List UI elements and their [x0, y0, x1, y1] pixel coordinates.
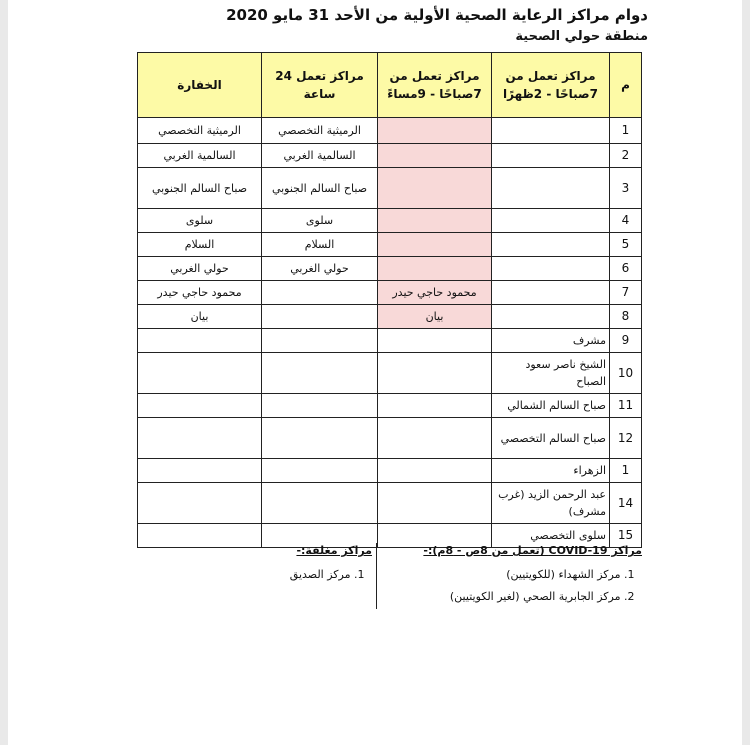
evening-center-cell [378, 483, 492, 524]
duty-center-cell [138, 524, 262, 548]
table-row [138, 233, 642, 257]
table-row [138, 459, 642, 483]
full-day-center-cell [262, 483, 378, 524]
table-header-row [138, 53, 642, 118]
column-divider [376, 543, 377, 609]
list-item-text: مركز الجابرية الصحي (لغير الكويتيين) [449, 590, 621, 603]
morning-center-cell [492, 305, 610, 329]
duty-center-cell [138, 329, 262, 353]
evening-center-cell [378, 209, 492, 233]
covid-centers-list [390, 564, 642, 608]
morning-center-cell [492, 168, 610, 209]
morning-center-cell: الشيخ ناصر سعود الصباح [492, 353, 610, 394]
full-day-center-cell: سلوى [262, 209, 378, 233]
evening-center-cell: بيان [378, 305, 492, 329]
page-subtitle: منطقة حولي الصحية [515, 29, 648, 44]
duty-center-cell: محمود حاجي حيدر [138, 281, 262, 305]
duty-center-cell [138, 394, 262, 418]
duty-center-cell: حولي الغربي [138, 257, 262, 281]
list-item-number: 1. [354, 568, 365, 581]
table-row [138, 353, 642, 394]
closed-centers-heading: مراكز مغلقة:- [296, 544, 372, 557]
full-day-center-cell [262, 459, 378, 483]
row-number-cell: 11 [610, 394, 642, 418]
schedule-table [137, 52, 642, 548]
row-number-cell: 15 [610, 524, 642, 548]
list-item-number: 1. [624, 568, 635, 581]
table-row [138, 168, 642, 209]
evening-center-cell [378, 418, 492, 459]
list-item [250, 564, 372, 586]
morning-center-cell [492, 281, 610, 305]
row-number-cell: 1 [610, 118, 642, 144]
evening-center-cell [378, 353, 492, 394]
full-day-center-cell [262, 281, 378, 305]
row-number-cell: 2 [610, 144, 642, 168]
table-row [138, 257, 642, 281]
morning-center-cell: صباح السالم الشمالي [492, 394, 610, 418]
full-day-center-cell [262, 353, 378, 394]
evening-center-cell [378, 329, 492, 353]
morning-center-cell: صباح السالم التخصصي [492, 418, 610, 459]
list-item [390, 564, 642, 586]
duty-center-cell: سلوى [138, 209, 262, 233]
evening-center-cell: محمود حاجي حيدر [378, 281, 492, 305]
evening-center-cell [378, 394, 492, 418]
duty-center-cell: السالمية الغربي [138, 144, 262, 168]
full-day-center-cell [262, 418, 378, 459]
header-index: م [610, 53, 642, 118]
covid-centers-heading: مراكز COVID-19 (تعمل من 8ص - 8م):- [423, 544, 642, 557]
morning-center-cell [492, 144, 610, 168]
morning-center-cell [492, 233, 610, 257]
morning-center-cell [492, 257, 610, 281]
list-item-number: 2. [624, 590, 635, 603]
table-row [138, 305, 642, 329]
table-row [138, 209, 642, 233]
list-item-text: مركز الصديق [289, 568, 351, 581]
duty-center-cell [138, 353, 262, 394]
page-title: دوام مراكز الرعاية الصحية الأولية من الأحد 31 مايو 2020 [226, 6, 648, 24]
duty-center-cell [138, 459, 262, 483]
duty-center-cell: بيان [138, 305, 262, 329]
evening-center-cell [378, 459, 492, 483]
row-number-cell: 12 [610, 418, 642, 459]
evening-center-cell [378, 257, 492, 281]
full-day-center-cell [262, 329, 378, 353]
morning-center-cell: مشرف [492, 329, 610, 353]
morning-center-cell: سلوى التخصصي [492, 524, 610, 548]
full-day-center-cell: السالمية الغربي [262, 144, 378, 168]
morning-center-cell: الزهراء [492, 459, 610, 483]
duty-center-cell: صباح السالم الجنوبي [138, 168, 262, 209]
row-number-cell: 7 [610, 281, 642, 305]
morning-center-cell [492, 118, 610, 144]
closed-centers-list [250, 564, 372, 586]
list-item [390, 586, 642, 608]
table-row [138, 118, 642, 144]
evening-center-cell [378, 168, 492, 209]
full-day-center-cell: حولي الغربي [262, 257, 378, 281]
table-row [138, 418, 642, 459]
table-row [138, 144, 642, 168]
morning-center-cell: عبد الرحمن الزيد (غرب مشرف) [492, 483, 610, 524]
row-number-cell: 1 [610, 459, 642, 483]
row-number-cell: 5 [610, 233, 642, 257]
table-row [138, 329, 642, 353]
row-number-cell: 8 [610, 305, 642, 329]
duty-center-cell: السلام [138, 233, 262, 257]
row-number-cell: 10 [610, 353, 642, 394]
duty-center-cell: الرميثية التخصصي [138, 118, 262, 144]
evening-center-cell [378, 144, 492, 168]
row-number-cell: 9 [610, 329, 642, 353]
header-evening-centers: مراكز تعمل من 7صباحًا - 9مساءً [378, 53, 492, 118]
row-number-cell: 14 [610, 483, 642, 524]
full-day-center-cell: الرميثية التخصصي [262, 118, 378, 144]
full-day-center-cell [262, 394, 378, 418]
duty-center-cell [138, 483, 262, 524]
table-row [138, 483, 642, 524]
evening-center-cell [378, 118, 492, 144]
row-number-cell: 4 [610, 209, 642, 233]
full-day-center-cell [262, 305, 378, 329]
morning-center-cell [492, 209, 610, 233]
table-row [138, 394, 642, 418]
header-24h-centers: مراكز تعمل 24 ساعة [262, 53, 378, 118]
evening-center-cell [378, 233, 492, 257]
row-number-cell: 3 [610, 168, 642, 209]
list-item-text: مركز الشهداء (للكويتيين) [506, 568, 621, 581]
full-day-center-cell: صباح السالم الجنوبي [262, 168, 378, 209]
header-morning-centers: مراكز تعمل من 7صباحًا - 2ظهرًا [492, 53, 610, 118]
header-duty: الخفارة [138, 53, 262, 118]
duty-center-cell [138, 418, 262, 459]
full-day-center-cell: السلام [262, 233, 378, 257]
table-row [138, 281, 642, 305]
row-number-cell: 6 [610, 257, 642, 281]
